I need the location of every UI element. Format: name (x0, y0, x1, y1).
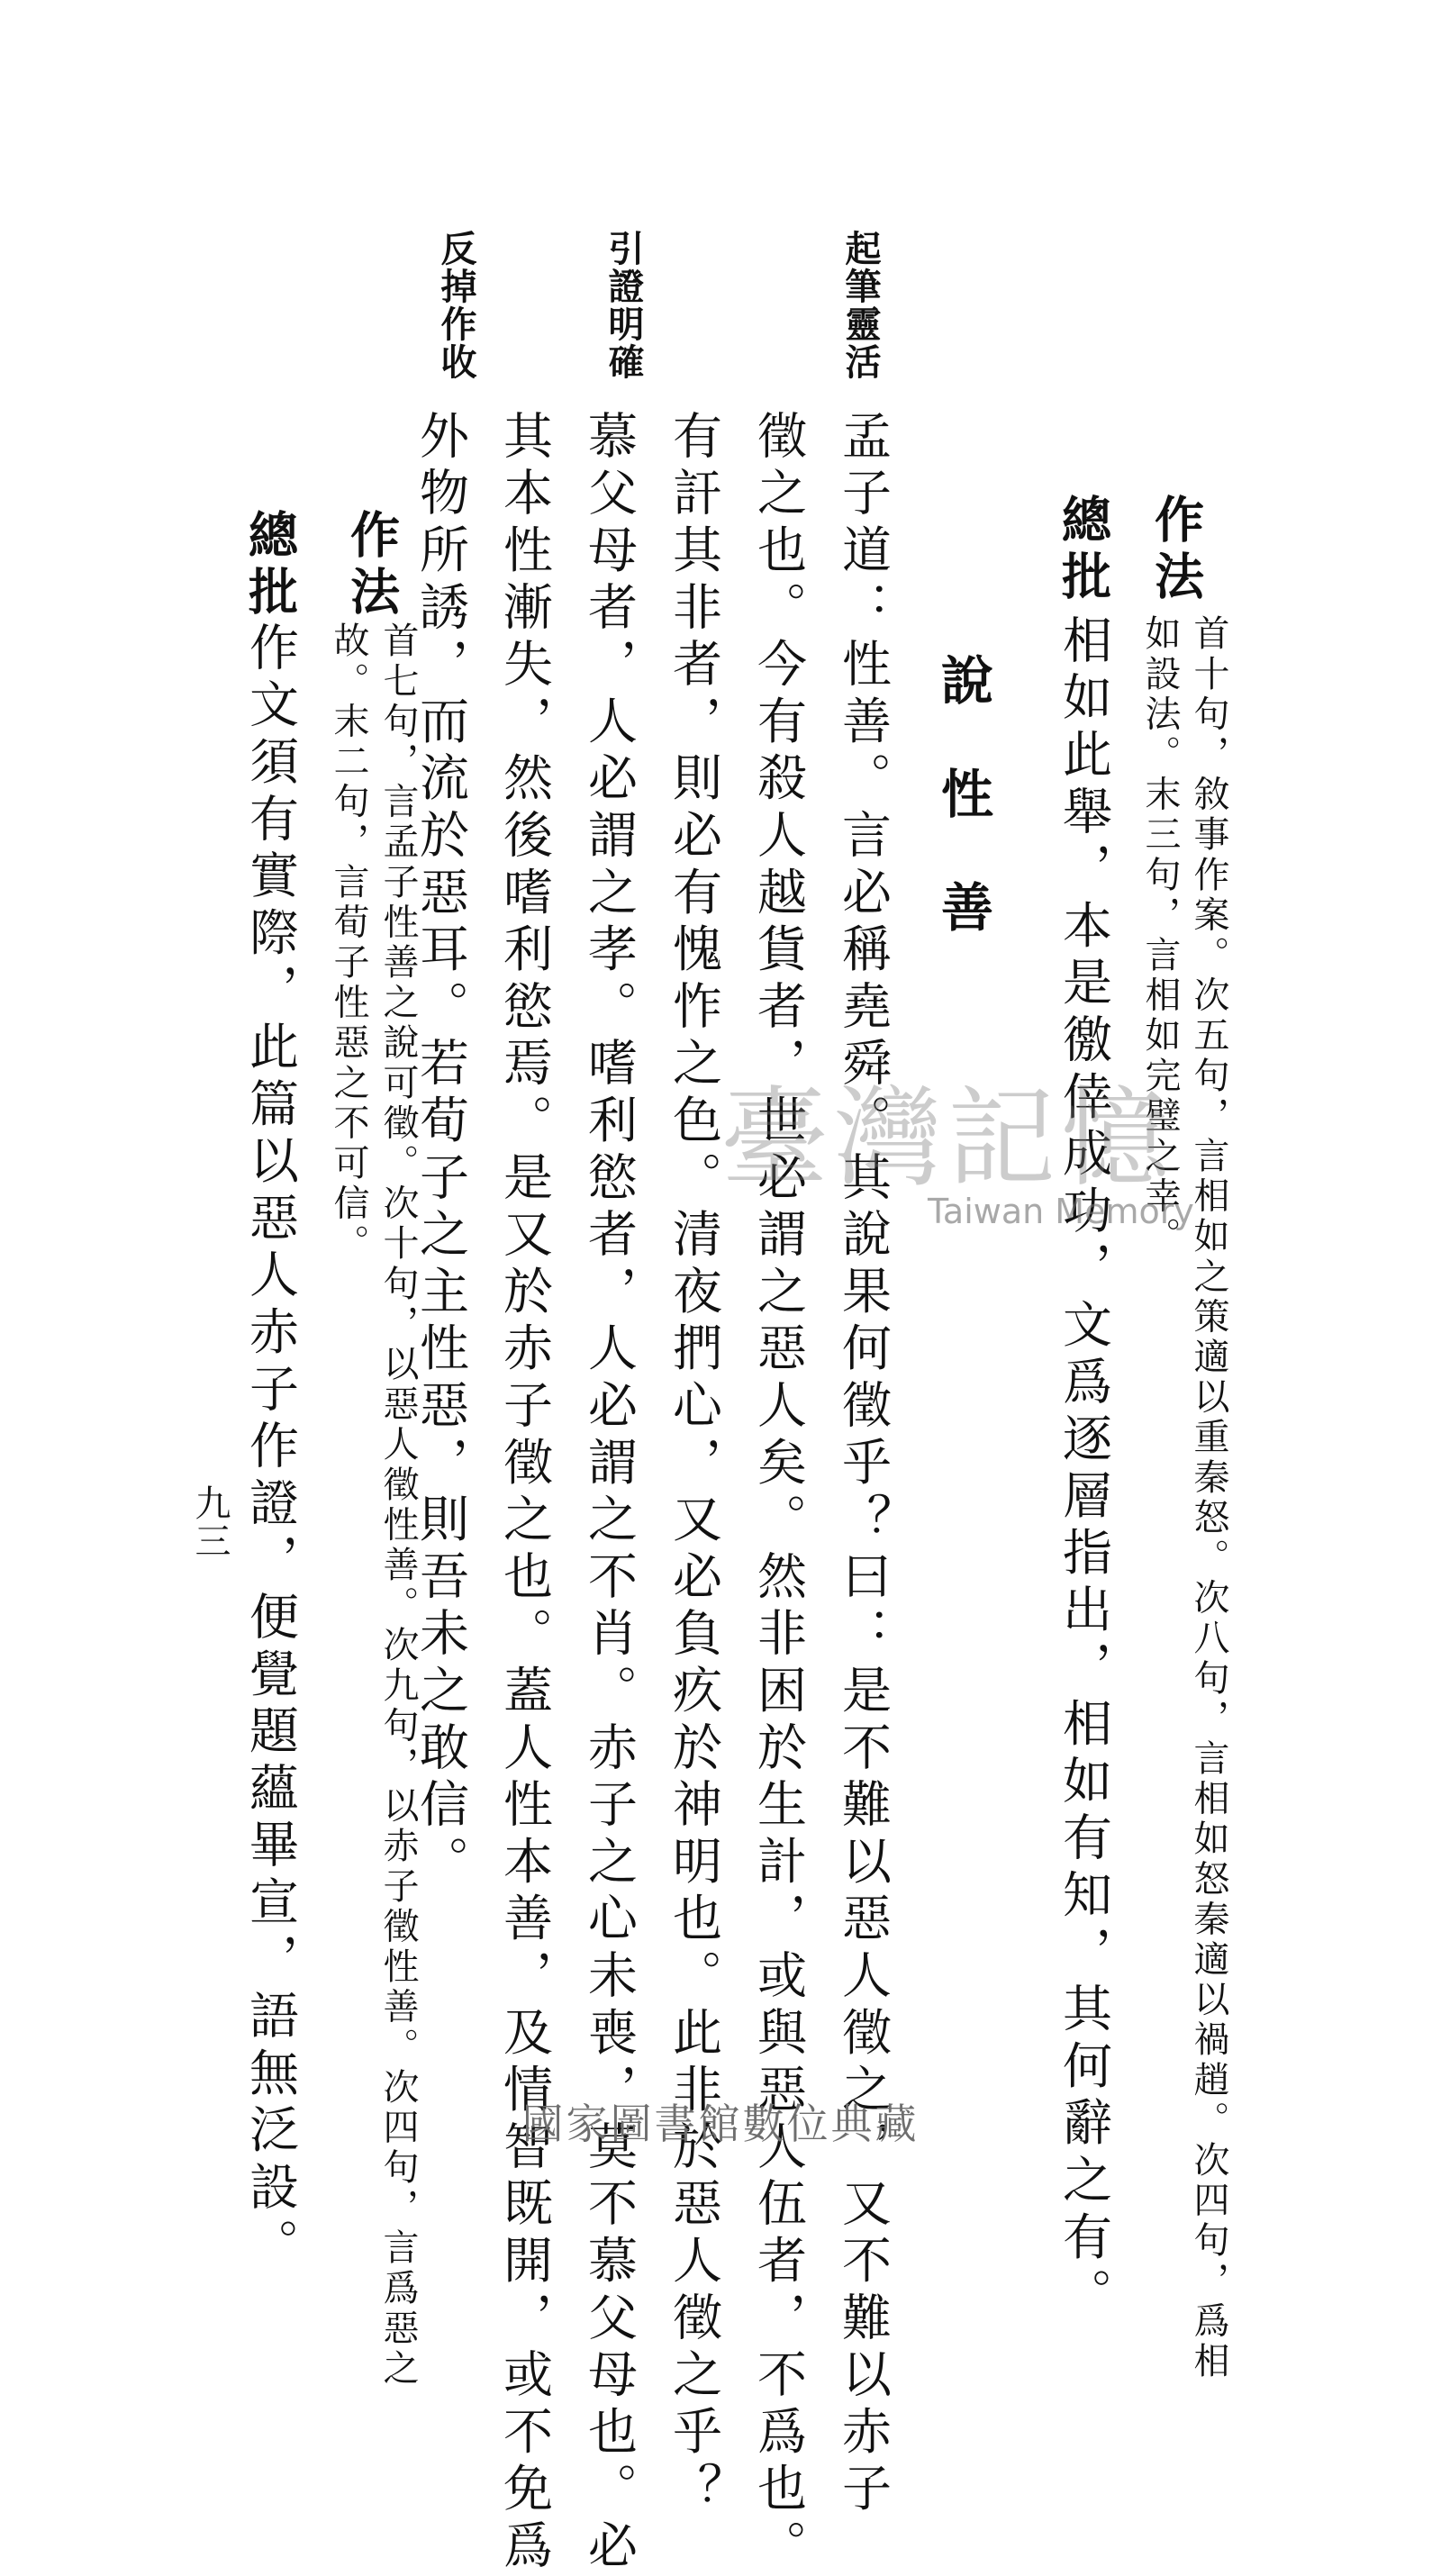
essay-title: 說性善 (932, 653, 993, 993)
essay-paragraph-6: 外物所誘，而流於惡耳。若荀子之主性惡，則吾未之敢信。 (412, 410, 469, 1892)
summary-label: 總批 (240, 509, 299, 622)
side-note-3: 反掉作收 (435, 230, 477, 381)
essay-paragraph-4: 慕父母者，人必謂之孝。嗜利慾者，人必謂之不肖。赤子之心未喪，莫不慕父母也。必 (580, 410, 638, 2576)
page-number: 九三 (189, 1484, 231, 1560)
method-label: 作法 (342, 509, 401, 622)
method-note-line-2: 故。末二句，言荀子性惡之不可信。 (328, 621, 369, 1265)
essay-paragraph-5: 其本性漸失，然後嗜利慾焉。是又於赤子徵之也。蓋人性本善，及情智既開，或不免爲 (495, 410, 553, 2576)
side-note-1: 起筆靈活 (839, 230, 882, 381)
prev-summary-text: 相如此舉，本是徼倖成功，文爲逐層指出，相如有知，其何辭之有。 (1055, 614, 1112, 2325)
method-note-line-1: 首七句，言孟子性善之說可徵。次十句，以惡人徵性善。次九句，以赤子徵性善。次四句，言爲惡之 (377, 621, 419, 2390)
watermark-chinese: 臺灣記憶 (720, 1076, 1174, 1202)
footer-credit: 國家圖書館數位典藏 (521, 2100, 920, 2148)
prev-method-note-line-1: 首十句，敘事作案。次五句，言相如之策適以重秦怒。次八句，言相如怒秦適以禍趙。次四句，爲相 (1188, 614, 1229, 2382)
summary-text: 作文須有實際，此篇以惡人赤子作證，便覺題蘊畢宣，語無泛設。 (241, 621, 299, 2275)
essay-paragraph-2: 徵之也。今有殺人越貨者，世必謂之惡人矣。然非困於生計，或與惡人伍者，不爲也。 (749, 410, 807, 2576)
prev-summary-label: 總批 (1054, 494, 1112, 607)
essay-paragraph-3: 有訐其非者，則必有愧怍之色。清夜捫心，又必負疚於神明也。此非於惡人徵之乎？ (665, 410, 722, 2520)
prev-method-note-line-2: 如設法。末三句，言相如完璧之幸。 (1139, 614, 1181, 1257)
prev-method-label: 作法 (1146, 494, 1205, 607)
watermark-english: Taiwan Memory (928, 1192, 1194, 1231)
essay-paragraph-1: 孟子道：性善。言必稱堯舜。其說果何徵乎？曰：是不難以惡人徵之，又不難以赤子 (834, 410, 892, 2520)
side-note-2: 引證明確 (603, 230, 645, 381)
taiwan-memory-watermark (720, 1076, 1194, 1231)
